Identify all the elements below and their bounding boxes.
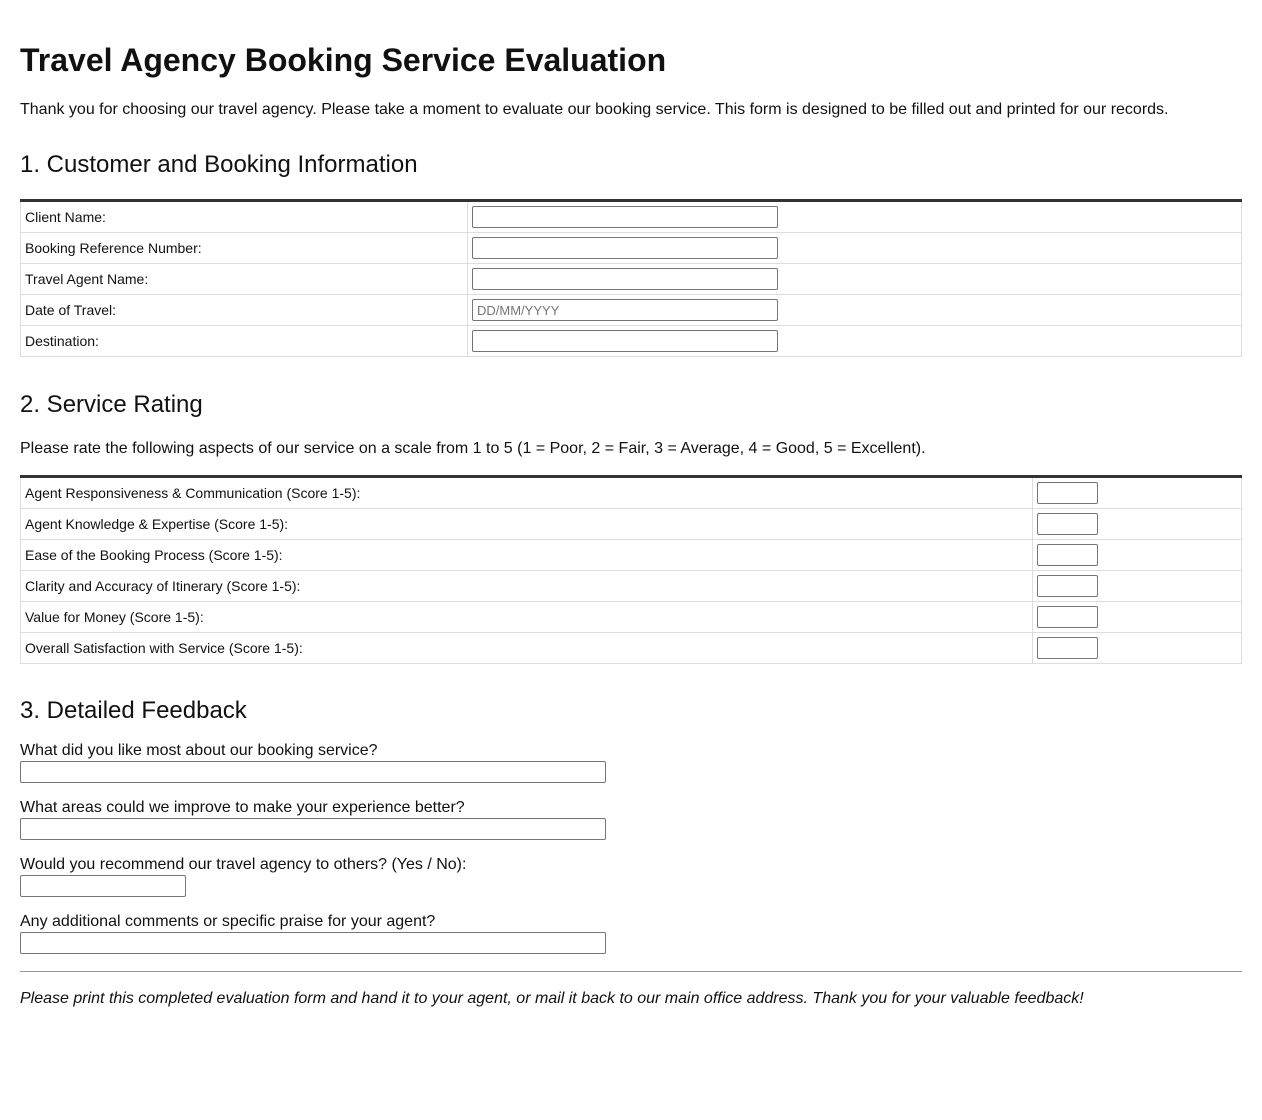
section-heading-detailed-feedback: 3. Detailed Feedback [20,697,247,724]
rating-input-itinerary-clarity[interactable] [1037,575,1098,597]
service-rating-table [20,475,1242,664]
rating-label-knowledge: Agent Knowledge & Expertise (Score 1-5): [21,509,1033,540]
table-row [21,264,1242,295]
table-row [21,509,1242,540]
table-row [21,295,1242,326]
customer-info-table [20,199,1242,357]
rating-label-booking-ease: Ease of the Booking Process (Score 1-5): [21,540,1033,571]
section-heading-service-rating: 2. Service Rating [20,391,203,418]
liked-most-label: What did you like most about our booking service? [20,742,378,759]
date-of-travel-field[interactable] [472,299,778,321]
destination-label: Destination: [21,326,468,357]
rating-input-knowledge[interactable] [1037,513,1098,535]
table-row [21,602,1242,633]
intro-text: Thank you for choosing our travel agency. Please take a moment to evaluate our booking service. This form is designed to be filled out and printed for our records. [20,101,1169,118]
liked-most-field[interactable] [20,761,606,783]
feedback-question-recommend [20,855,1242,897]
rating-input-value-for-money[interactable] [1037,606,1098,628]
rating-input-overall-satisfaction[interactable] [1037,637,1098,659]
table-row [21,201,1242,233]
date-of-travel-label: Date of Travel: [21,295,468,326]
travel-agent-name-field[interactable] [472,268,778,290]
client-name-label: Client Name: [21,201,468,233]
footer-note: Please print this completed evaluation form and hand it to your agent, or mail it back to our main office address. Thank you for your valuable feedback! [20,990,1084,1007]
table-row [21,571,1242,602]
rating-label-itinerary-clarity: Clarity and Accuracy of Itinerary (Score 1-5): [21,571,1033,602]
rating-label-responsiveness: Agent Responsiveness & Communication (Score 1-5): [21,477,1033,509]
recommend-field[interactable] [20,875,186,897]
improvements-label: What areas could we improve to make your experience better? [20,799,465,816]
rating-input-responsiveness[interactable] [1037,482,1098,504]
rating-label-value-for-money: Value for Money (Score 1-5): [21,602,1033,633]
improvements-field[interactable] [20,818,606,840]
additional-comments-field[interactable] [20,932,606,954]
page-title: Travel Agency Booking Service Evaluation [20,42,667,78]
table-row [21,633,1242,664]
rating-label-overall-satisfaction: Overall Satisfaction with Service (Score 1-5): [21,633,1033,664]
booking-reference-label: Booking Reference Number: [21,233,468,264]
table-row [21,477,1242,509]
feedback-question-improvements [20,798,1242,840]
feedback-question-additional-comments [20,912,1242,954]
table-row [21,326,1242,357]
table-row [21,540,1242,571]
client-name-field[interactable] [472,206,778,228]
rating-instructions: Please rate the following aspects of our service on a scale from 1 to 5 (1 = Poor, 2 = Fair, 3 = Average, 4 = Good, 5 = Excellent). [20,440,926,457]
travel-agent-name-label: Travel Agent Name: [21,264,468,295]
section-heading-customer-info: 1. Customer and Booking Information [20,151,418,178]
table-row [21,233,1242,264]
footer-divider [20,971,1242,972]
recommend-label: Would you recommend our travel agency to others? (Yes / No): [20,856,467,873]
additional-comments-label: Any additional comments or specific praise for your agent? [20,913,436,930]
destination-field[interactable] [472,330,778,352]
feedback-question-liked-most [20,741,1242,783]
booking-reference-field[interactable] [472,237,778,259]
rating-input-booking-ease[interactable] [1037,544,1098,566]
